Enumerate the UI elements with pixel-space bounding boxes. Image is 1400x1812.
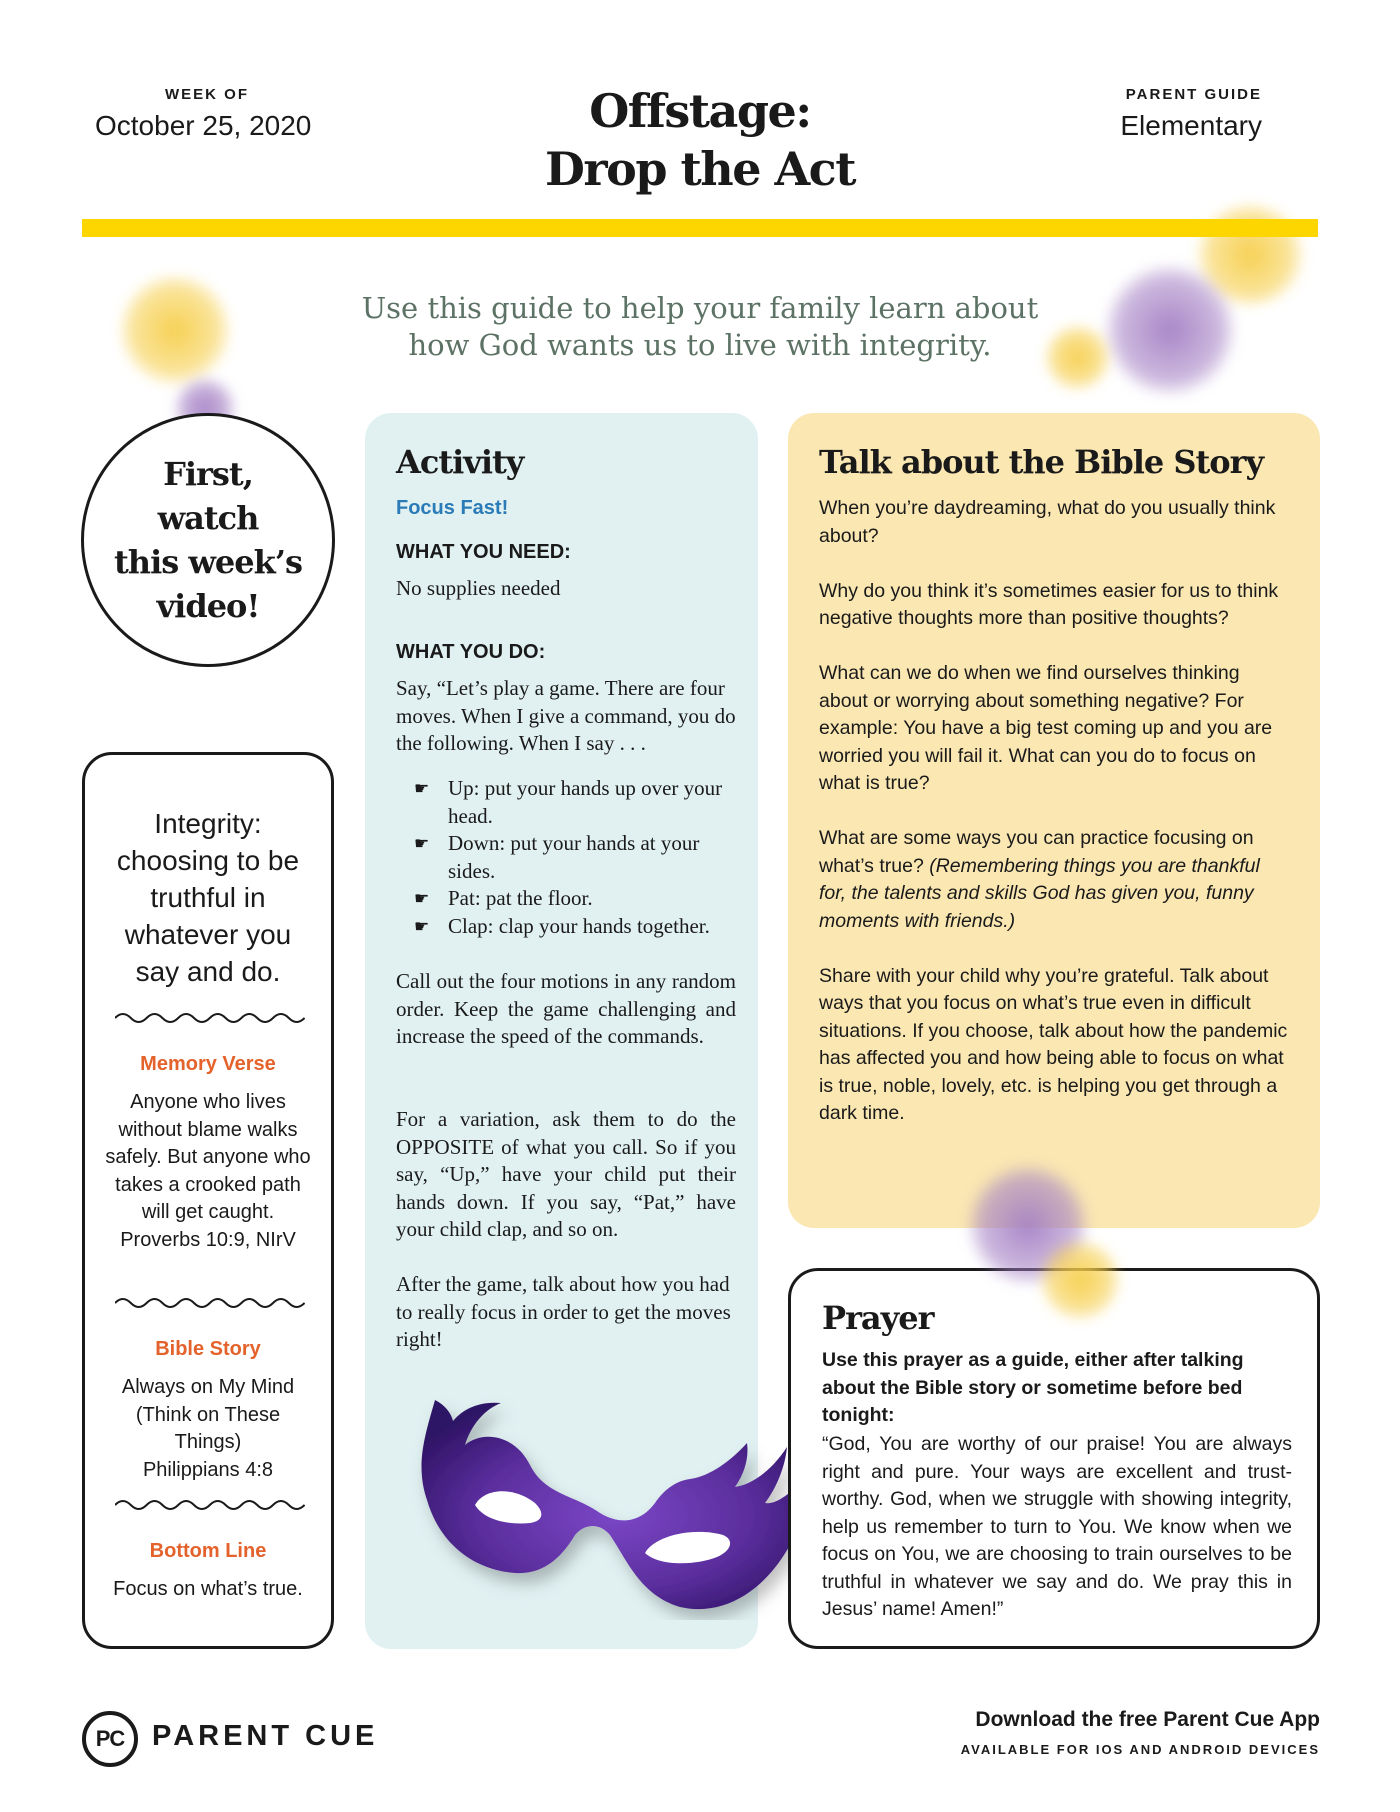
memory-verse-heading: Memory Verse [140,1053,276,1075]
week-date: October 25, 2020 [95,110,312,141]
logo-mark: PC [95,1726,125,1751]
bottom-line-heading: Bottom Line [149,1540,267,1562]
header-divider-bar [82,219,1318,237]
watch-line-1: First, watch [157,455,259,537]
talk-questions [819,495,1289,1155]
bible-story-text [101,1374,315,1484]
intro-text [300,290,1100,364]
talk-question-main: What are some ways you can practice focusing on what’s true? [819,827,1254,877]
squiggle-divider [115,1010,305,1026]
title-line-2: Drop the Act [545,142,855,196]
activity-intro-text: Say, “Let’s play a game. There are four moves. When I give a command, you do the following. When I say . . . [396,676,736,755]
activity-paragraph-1: Call out the four motions in any random order. Keep the game challenging and increase the speed of the commands. [396,969,736,1048]
download-app-subtitle: AVAILABLE FOR IOS AND ANDROID DEVICES [960,1742,1320,1757]
what-you-need-heading: WHAT YOU NEED: [396,541,571,563]
prayer-title: Prayer [822,1299,934,1337]
list-item [396,775,736,830]
move-text: Pat: pat the floor. [448,886,593,910]
watch-video-text [108,452,308,628]
list-item [396,885,736,913]
moves-list [396,775,736,940]
prayer-card [788,1268,1320,1649]
week-of-label: WEEK OF [165,86,249,103]
title-line-1: Offstage: [589,84,811,138]
list-item [396,913,736,941]
pointing-hand-bullet-icon: ☛ [414,779,430,798]
memory-verse-reference: Proverbs 10:9, NIrV [120,1228,296,1251]
what-you-need-text: No supplies needed [396,576,561,600]
squiggle-divider [115,1497,305,1513]
prayer-lead: Use this prayer as a guide, either after talking about the Bible story or sometime before bed tonight: [822,1349,1244,1426]
talk-about-bible-story-card [788,413,1320,1228]
talk-question: Share with your child why you’re grateful. Talk about ways that you focus on what’s true even in difficult situations. If you choose, talk about how the pandemic has affected you and how being able to focus on what is true, noble, lovely, etc. is helping you get through a dark time. [819,964,1288,1124]
decor-blob-yellow [120,275,230,385]
activity-subtitle: Focus Fast! [396,497,509,519]
summary-card [82,752,334,1649]
pointing-hand-bullet-icon: ☛ [414,889,430,908]
intro-line-1: Use this guide to help your family learn about [361,291,1039,325]
squiggle-divider [115,1295,305,1311]
parent-guide-label: PARENT GUIDE [1125,86,1262,103]
memory-verse-body: Anyone who lives without blame walks safely. But anyone who takes a crooked path will get caught. [105,1091,311,1223]
memory-verse-text [101,1089,315,1254]
parent-cue-logo-text: PARENT CUE [152,1720,379,1752]
bible-story-title: Always on My Mind (Think on These Things) [121,1376,295,1453]
prayer-text: “God, You are worthy of our praise! You are always right and pure. Your ways are excellent and trust-worthy. God, when we struggle with showing integrity, help us remember to turn to You. We know when we focus on You, we are choosing to train ourselves to be truthful in whatever we say and do. We pray this in Jesus’ name! Amen!” [822,1433,1292,1620]
activity-paragraph-3: After the game, talk about how you had to really focus in order to get the moves right! [396,1272,731,1351]
pointing-hand-bullet-icon: ☛ [414,834,430,853]
masquerade-mask-illustration [405,1395,805,1620]
move-text: Clap: clap your hands together. [448,913,710,938]
page-title [450,82,950,198]
move-text: Down: put your hands at your sides. [448,831,700,883]
pointing-hand-bullet-icon: ☛ [414,916,430,936]
guide-level: Elementary [1120,110,1262,141]
talk-question: Why do you think it’s sometimes easier for us to think negative thoughts more than positive thoughts? [819,579,1279,629]
watch-video-circle [81,413,335,667]
activity-title: Activity [396,443,524,481]
decor-blob-purple [1105,265,1235,395]
intro-line-2: how God wants us to live with integrity. [408,328,992,362]
watch-line-2: this week’s [114,543,302,581]
activity-paragraph-2: For a variation, ask them to do the OPPOSITE of what you call. So if you say, “Up,” have your child put their hands down. If you say, “Pat,” have your child clap, and so on. [396,1107,736,1241]
talk-question: What can we do when we find ourselves thinking about or worrying about something negative? For example: You have a big test coming up and you are worried you will fail it. What can you do to focus on what is true? [819,662,1273,794]
list-item [396,830,736,885]
move-text: Up: put your hands up over your head. [448,776,723,828]
download-app-title: Download the free Parent Cue App [975,1708,1320,1731]
bottom-line-text: Focus on what’s true. [113,1578,303,1600]
parent-cue-logo-icon [82,1711,138,1767]
integrity-definition: Integrity: choosing to be truthful in whatever you say and do. [116,808,300,987]
talk-question-hint: (Remembering things you are thankful for, the talents and skills God has given you, funny moments with friends.) [819,854,1260,932]
talk-question: When you’re daydreaming, what do you usually think about? [819,497,1276,547]
what-you-do-heading: WHAT YOU DO: [396,641,546,663]
bible-story-heading: Bible Story [155,1338,261,1360]
talk-title: Talk about the Bible Story [819,443,1264,481]
talk-question [819,825,1289,935]
bible-story-reference: Philippians 4:8 [142,1458,274,1481]
watch-line-3: video! [156,587,260,625]
decor-blob-yellow [1040,1240,1120,1320]
